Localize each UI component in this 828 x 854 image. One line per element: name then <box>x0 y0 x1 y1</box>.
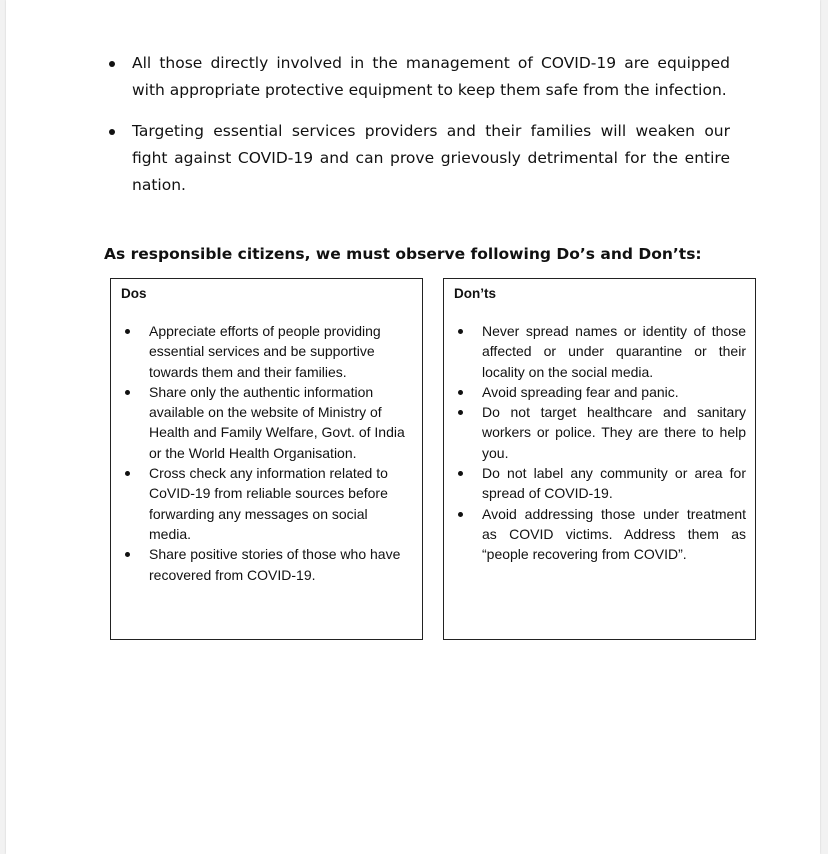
intro-bullet-list <box>106 50 730 213</box>
bullet-icon <box>125 552 130 557</box>
list-item <box>444 402 755 463</box>
list-item <box>444 504 755 565</box>
bullet-icon <box>458 329 463 334</box>
item-text: Share only the authentic information available on the website of Ministry of Health and Family Welfare, Govt. of India or the World Health Organisation. <box>149 383 405 461</box>
bullet-icon <box>109 129 115 135</box>
list-item <box>444 321 755 382</box>
donts-list <box>444 321 755 565</box>
item-text: Avoid spreading fear and panic. <box>482 383 679 400</box>
list-item <box>106 118 730 199</box>
item-text: Share positive stories of those who have recovered from COVID-19. <box>149 546 401 583</box>
list-item <box>444 382 755 402</box>
bullet-icon <box>458 471 463 476</box>
item-text: Appreciate efforts of people providing essential services and be supportive towards them and their families. <box>149 323 381 380</box>
list-item <box>444 463 755 504</box>
item-text: Do not target healthcare and sanitary workers or police. They are there to help you. <box>482 404 746 461</box>
dos-title: Dos <box>121 286 147 301</box>
bullet-icon <box>109 61 115 67</box>
bullet-icon <box>125 329 130 334</box>
dos-box <box>110 278 423 640</box>
item-text: Cross check any information related to CoVID-19 from reliable sources before forwarding any messages on social media. <box>149 465 388 542</box>
list-item <box>111 321 422 382</box>
donts-box <box>443 278 756 640</box>
item-text: Never spread names or identity of those affected or under quarantine or their locality on the social media. <box>482 323 746 380</box>
list-item <box>111 463 422 544</box>
list-item <box>106 50 730 104</box>
list-item <box>111 382 422 463</box>
item-text: Avoid addressing those under treatment as COVID victims. Address them as “people recovering from COVID”. <box>482 505 746 563</box>
bullet-icon <box>458 410 463 415</box>
bullet-icon <box>125 471 130 476</box>
list-item <box>111 544 422 585</box>
donts-title: Don’ts <box>454 286 496 301</box>
item-text: Do not label any community or area for spread of COVID-19. <box>482 465 746 502</box>
bullet-icon <box>458 512 463 517</box>
bullet-text: All those directly involved in the management of COVID-19 are equipped with appropriate protective equipment to keep them safe from the infection. <box>132 54 730 99</box>
bullet-icon <box>125 390 130 395</box>
section-heading: As responsible citizens, we must observe following Do’s and Don’ts: <box>104 245 702 263</box>
bullet-text: Targeting essential services providers and their families will weaken our fight against COVID-19 and can prove grievously detrimental for the entire nation. <box>132 122 730 194</box>
bullet-icon <box>458 390 463 395</box>
document-page <box>6 0 820 854</box>
dos-list <box>111 321 422 585</box>
